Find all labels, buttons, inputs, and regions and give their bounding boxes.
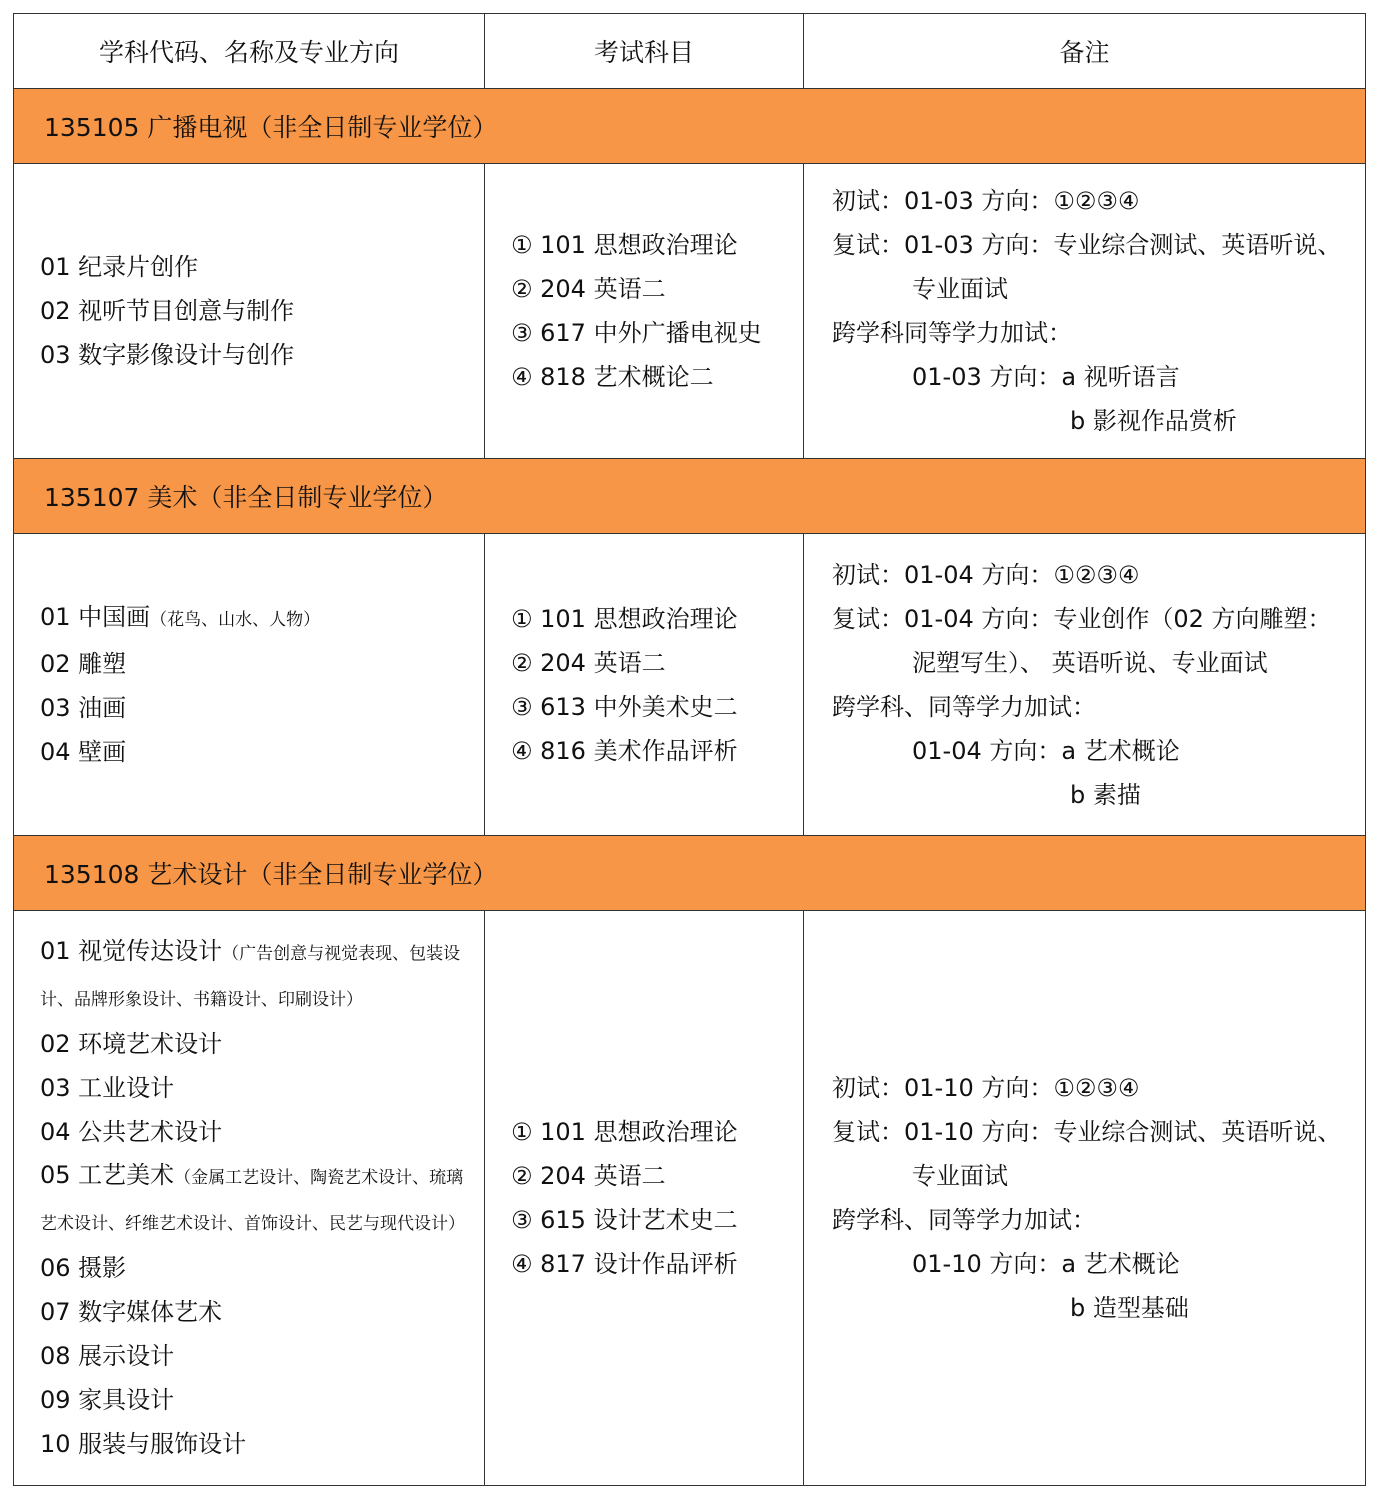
directions-cell	[14, 534, 485, 835]
remark-line: 专业面试	[912, 1162, 1008, 1190]
directions-cell	[14, 911, 485, 1485]
exam-item: ③ 615 设计艺术史二	[511, 1206, 738, 1234]
header-remarks: 备注	[1059, 38, 1110, 67]
direction-item: 02 环境艺术设计	[40, 1030, 223, 1058]
exam-item: ① 101 思想政治理论	[511, 604, 738, 633]
direction-item: 02 雕塑	[40, 650, 127, 678]
remark-line: 初试：01-03 方向：①②③④	[832, 187, 1140, 215]
exam-item: ③ 617 中外广播电视史	[511, 319, 762, 347]
remark-line: 01-10 方向：a 艺术概论	[912, 1250, 1180, 1278]
direction-item: 01 纪录片创作	[40, 253, 199, 281]
remark-line: 专业面试	[912, 275, 1008, 303]
direction-item: 03 工业设计	[40, 1074, 175, 1102]
direction-item: 07 数字媒体艺术	[40, 1298, 223, 1326]
remark-line: 初试：01-10 方向：①②③④	[832, 1074, 1140, 1102]
exam-item: ④ 816 美术作品评析	[511, 736, 738, 765]
exam-item: ④ 817 设计作品评析	[511, 1250, 738, 1278]
direction-item: 03 数字影像设计与创作	[40, 341, 295, 369]
remark-line: 复试：01-03 方向：专业综合测试、英语听说、	[832, 231, 1342, 259]
section-title-row: 135107 美术（非全日制专业学位）	[14, 459, 1365, 534]
direction-item: 01 中国画（花鸟、山水、人物）	[40, 603, 321, 631]
remark-line: 01-03 方向：a 视听语言	[912, 363, 1180, 391]
directions-cell	[14, 164, 485, 458]
direction-item: 04 壁画	[40, 738, 127, 766]
exam-item: ② 204 英语二	[511, 1162, 666, 1190]
remark-line: 复试：01-10 方向：专业综合测试、英语听说、	[832, 1118, 1342, 1146]
remarks-cell	[804, 164, 1365, 458]
exam-item: ① 101 思想政治理论	[511, 231, 738, 259]
remark-line: 跨学科同等学力加试：	[832, 319, 1072, 347]
remark-line: 01-04 方向：a 艺术概论	[912, 736, 1180, 765]
section-body-row	[14, 911, 1365, 1485]
remarks-cell	[804, 911, 1365, 1485]
direction-note: （广告创意与视觉表现、包装设计、品牌形象设计、书籍设计、印刷设计）	[40, 944, 461, 1010]
exams-cell	[485, 164, 804, 458]
section-body-row	[14, 534, 1365, 836]
direction-item: 10 服装与服饰设计	[40, 1430, 247, 1458]
direction-item: 06 摄影	[40, 1254, 127, 1282]
exam-item: ③ 613 中外美术史二	[511, 692, 738, 721]
direction-item: 04 公共艺术设计	[40, 1118, 223, 1146]
table-header-row	[14, 14, 1365, 89]
direction-note: （金属工艺设计、陶瓷艺术设计、琉璃艺术设计、纤维艺术设计、首饰设计、民艺与现代设计）	[40, 1168, 465, 1234]
header-discipline: 学科代码、名称及专业方向	[14, 14, 485, 88]
direction-item: 05 工艺美术（金属工艺设计、陶瓷艺术设计、琉璃艺术设计、纤维艺术设计、首饰设计、民艺与现代设计）	[40, 1161, 465, 1234]
section-title-row: 135105 广播电视（非全日制专业学位）	[14, 89, 1365, 164]
section-body-row	[14, 164, 1365, 459]
exams-cell	[485, 911, 804, 1485]
direction-item: 01 视觉传达设计（广告创意与视觉表现、包装设计、品牌形象设计、书籍设计、印刷设计）	[40, 937, 461, 1010]
exam-item: ① 101 思想政治理论	[511, 1118, 738, 1146]
exam-item: ② 204 英语二	[511, 648, 666, 677]
exam-item: ④ 818 艺术概论二	[511, 363, 714, 391]
remark-line: 复试：01-04 方向：专业创作（02 方向雕塑：	[832, 604, 1332, 633]
direction-note: （花鸟、山水、人物）	[150, 610, 321, 630]
remarks-cell	[804, 534, 1365, 835]
direction-item: 03 油画	[40, 694, 127, 722]
remark-line: 初试：01-04 方向：①②③④	[832, 560, 1140, 589]
direction-item: 02 视听节目创意与制作	[40, 297, 295, 325]
remark-line: b 素描	[1070, 780, 1141, 809]
remark-line: b 影视作品赏析	[1070, 407, 1237, 435]
exams-cell	[485, 534, 804, 835]
remark-line: b 造型基础	[1070, 1294, 1189, 1322]
direction-item: 08 展示设计	[40, 1342, 175, 1370]
enrollment-table	[13, 13, 1366, 1486]
header-exam-subjects: 考试科目	[485, 14, 804, 88]
remark-line: 跨学科、同等学力加试：	[832, 1206, 1096, 1234]
direction-item: 09 家具设计	[40, 1386, 175, 1414]
remark-line: 跨学科、同等学力加试：	[832, 692, 1096, 721]
remark-line: 泥塑写生）、 英语听说、专业面试	[912, 648, 1268, 677]
exam-item: ② 204 英语二	[511, 275, 666, 303]
section-title-row: 135108 艺术设计（非全日制专业学位）	[14, 836, 1365, 911]
